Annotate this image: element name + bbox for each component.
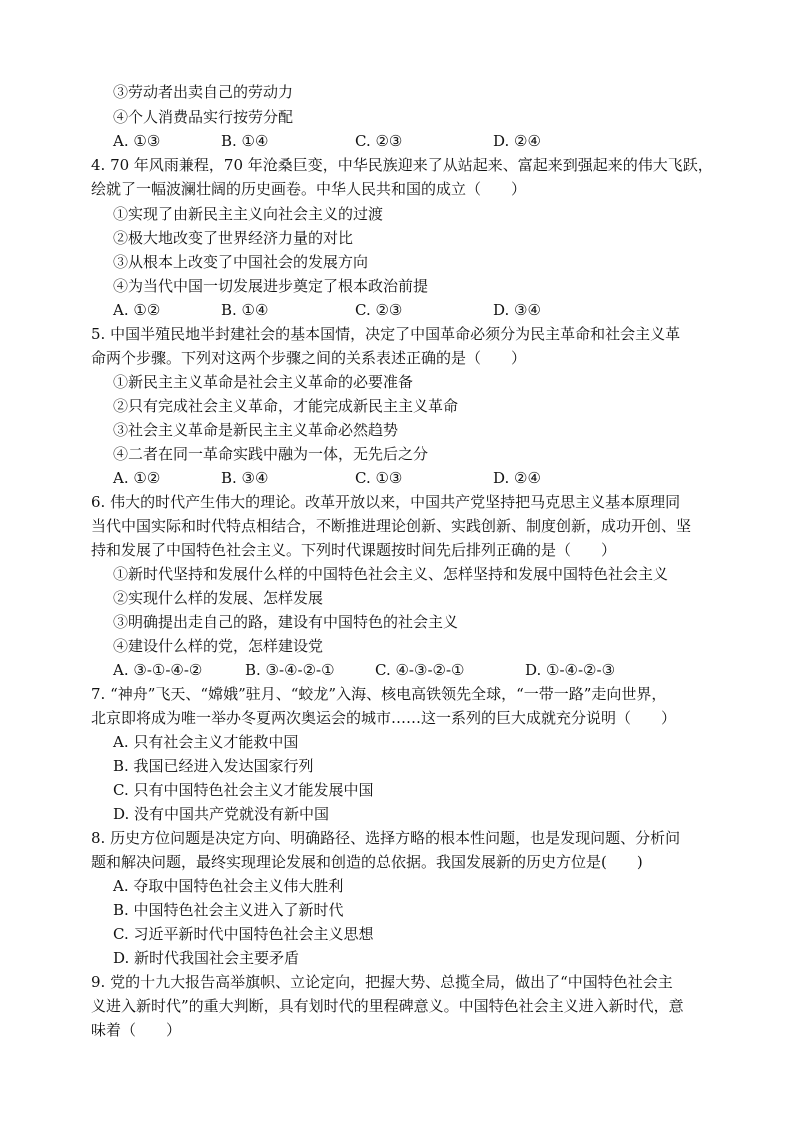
q6-stem-line-1: 6. 伟大的时代产生伟大的理论。改革开放以来，中国共产党坚持把马克思主义基本原理同 [91,493,681,511]
q8-choice-c: C. 习近平新时代中国特色社会主义思想 [113,925,374,943]
q3-choice-d: D. ②④ [493,132,541,150]
q5-stem-line-2: 命两个步骤。下列对这两个步骤之间的关系表述正确的是（ ） [91,349,527,367]
q4-stem-line-1: 4. 70 年风雨兼程，70 年沧桑巨变，中华民族迎来了从站起来、富起来到强起来的伟大飞跃， [91,156,713,174]
q5-choice-d: D. ②④ [493,469,541,487]
q4-choice-b: B. ①④ [221,301,269,319]
q7-stem-line-2: 北京即将成为唯一举办冬夏两次奥运会的城市……这一系列的巨大成就充分说明（ ） [91,709,677,727]
q3-choice-a: A. ①③ [113,132,161,150]
q5-choice-b: B. ③④ [221,469,269,487]
q5-item-3: ③社会主义革命是新民主主义革命必然趋势 [113,421,399,439]
q5-item-4: ④二者在同一革命实践中融为一体，无先后之分 [113,445,429,463]
q3-item-4: ④个人消费品实行按劳分配 [113,108,294,126]
q6-stem-line-3: 持和发展了中国特色社会主义。下列时代课题按时间先后排列正确的是（ ） [91,541,617,559]
q7-stem-line-1: 7. “神舟”飞天、“嫦娥”驻月、“蛟龙”入海、核电高铁领先全球，“一带一路”走向世界， [91,685,667,703]
q6-choice-d: D. ①-④-②-③ [525,661,616,679]
q3-item-3: ③劳动者出卖自己的劳动力 [113,83,294,101]
q8-stem-line-1: 8. 历史方位问题是决定方向、明确路径、选择方略的根本性问题，也是发现问题、分析问 [91,829,681,847]
q7-choice-c: C. 只有中国特色社会主义才能发展中国 [113,781,374,799]
q5-choice-a: A. ①② [113,469,161,487]
q7-choice-d: D. 没有中国共产党就没有新中国 [113,805,330,823]
q5-choice-c: C. ①③ [355,469,403,487]
q5-item-1: ①新民主主义革命是社会主义革命的必要准备 [113,373,414,391]
q6-item-2: ②实现什么样的发展、怎样发展 [113,589,324,607]
q4-choice-d: D. ③④ [493,301,541,319]
q4-stem-line-2: 绘就了一幅波澜壮阔的历史画卷。中华人民共和国的成立（ ） [91,180,527,198]
q7-choice-b: B. 我国已经进入发达国家行列 [113,757,314,775]
q8-choice-a: A. 夺取中国特色社会主义伟大胜利 [113,877,344,895]
q5-item-2: ②只有完成社会主义革命，才能完成新民主主义革命 [113,397,459,415]
q6-choice-c: C. ④-③-②-① [375,661,465,679]
q3-choice-c: C. ②③ [355,132,403,150]
q6-choice-b: B. ③-④-②-① [245,661,335,679]
q9-stem-line-1: 9. 党的十九大报告高举旗帜、立论定向，把握大势、总揽全局，做出了“中国特色社会主 [91,973,673,991]
q4-item-3: ③从根本上改变了中国社会的发展方向 [113,253,369,271]
q4-choice-a: A. ①② [113,301,161,319]
q6-item-1: ①新时代坚持和发展什么样的中国特色社会主义、怎样坚持和发展中国特色社会主义 [113,565,669,583]
q9-stem-line-2: 义进入新时代”的重大判断，具有划时代的里程碑意义。中国特色社会主义进入新时代，意 [91,997,684,1015]
q4-item-2: ②极大地改变了世界经济力量的对比 [113,229,354,247]
q5-stem-line-1: 5. 中国半殖民地半封建社会的基本国情，决定了中国革命必须分为民主革命和社会主义革 [91,325,681,343]
q6-choice-a: A. ③-①-④-② [113,661,203,679]
q6-item-4: ④建设什么样的党，怎样建设党 [113,637,324,655]
q8-choice-b: B. 中国特色社会主义进入了新时代 [113,901,344,919]
q4-choice-c: C. ②③ [355,301,403,319]
q8-stem-line-2: 题和解决问题，最终实现理论发展和创造的总依据。我国发展新的历史方位是( ) [91,853,643,871]
q6-item-3: ③明确提出走自己的路，建设有中国特色的社会主义 [113,613,459,631]
q4-item-1: ①实现了由新民主主义向社会主义的过渡 [113,205,384,223]
q4-item-4: ④为当代中国一切发展进步奠定了根本政治前提 [113,277,429,295]
q9-stem-line-3: 味着（ ） [91,1021,182,1039]
q8-choice-d: D. 新时代我国社会主要矛盾 [113,949,300,967]
q6-stem-line-2: 当代中国实际和时代特点相结合，不断推进理论创新、实践创新、制度创新，成功开创、坚 [91,517,692,535]
q3-choice-b: B. ①④ [221,132,269,150]
q7-choice-a: A. 只有社会主义才能救中国 [113,733,299,751]
